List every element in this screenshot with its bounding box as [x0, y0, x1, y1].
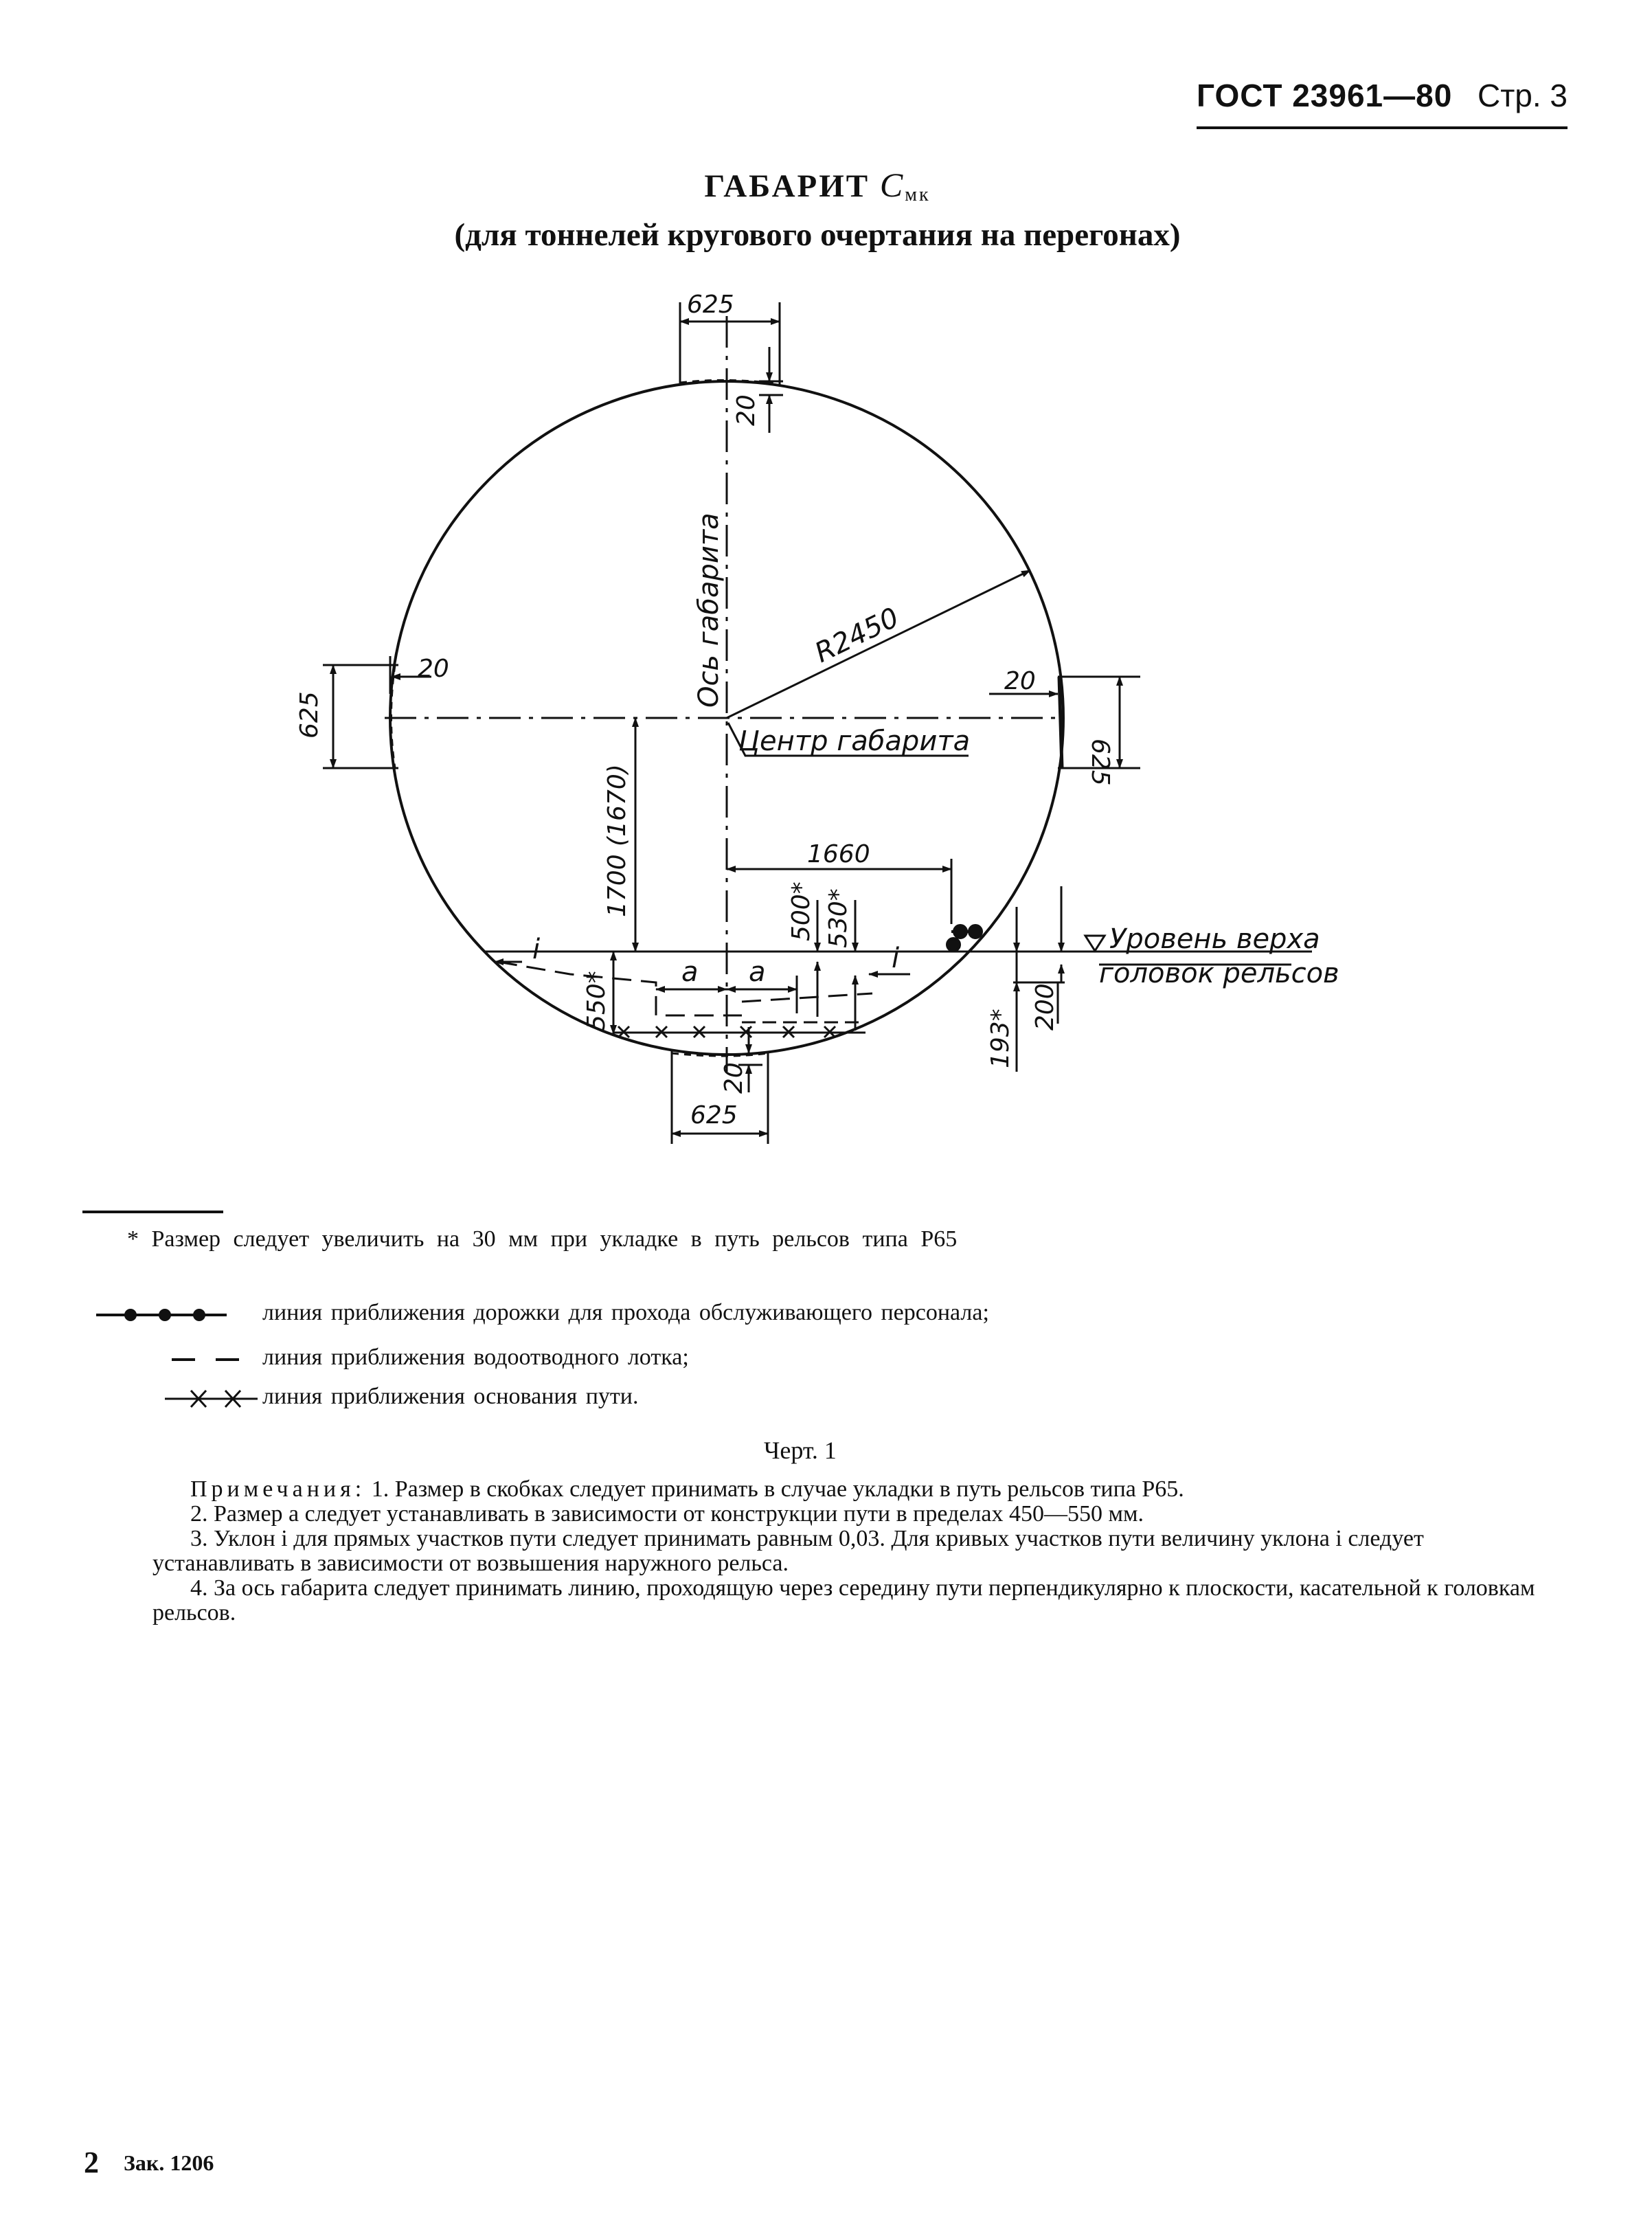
a-right-label: a: [749, 956, 766, 988]
left-offset-label: 20: [418, 655, 449, 683]
figure-caption: Черт. 1: [764, 1437, 837, 1464]
left-height-label: 625: [295, 691, 324, 739]
note-1: [152, 1477, 1568, 1502]
h550-label: 550*: [582, 971, 611, 1031]
bottom-offset-label: 20: [720, 1062, 748, 1094]
x-line-symbol: [89, 1382, 261, 1417]
height-label: 1700 (1670): [603, 764, 631, 917]
title-line-2: (для тоннелей кругового очертания на перегонах): [454, 217, 1181, 253]
title-prefix: ГАБАРИТ: [704, 168, 880, 204]
footnote: * Размер следует увеличить на 30 мм при укладке в путь рельсов типа Р65: [127, 1226, 958, 1252]
title-symbol-sub: мк: [905, 184, 931, 205]
page-label: Стр. 3: [1477, 78, 1568, 113]
note-4: 4. За ось габарита следует принимать линию, проходящую через середину пути перпендикулярно к плоскости, касательной к головкам рельсов.: [152, 1575, 1535, 1625]
notes: [152, 1477, 1568, 1625]
dot-line-symbol: [89, 1298, 261, 1333]
right-height-label: 625: [1086, 739, 1114, 786]
legend-walkway-text: линия приближения дорожки для прохода обслуживающего персонала;: [262, 1300, 989, 1325]
note-2: 2. Размер a следует устанавливать в зависимости от конструкции пути в пределах 450—550 мм.: [190, 1501, 1144, 1527]
notes-heading: Примечания:: [190, 1476, 366, 1502]
center-label: Центр габарита: [738, 725, 971, 757]
radius-line: [727, 570, 1030, 718]
legend-drainage-text: линия приближения водоотводного лотка;: [262, 1344, 689, 1370]
slope-left-label: i: [532, 934, 541, 965]
footnote-rule: [82, 1211, 223, 1213]
rail-level-label-2: головок рельсов: [1099, 958, 1339, 989]
h530-label: 530*: [824, 888, 852, 948]
rail-level-label-1: Уровень верха: [1109, 923, 1320, 955]
a-left-label: a: [681, 956, 699, 988]
bottom-width-label: 625: [690, 1101, 738, 1129]
h193-label: 193*: [986, 1009, 1015, 1068]
standard-number: ГОСТ 23961—80: [1197, 78, 1453, 113]
h200-label: 200: [1031, 983, 1059, 1031]
order-number: Зак. 1206: [124, 2150, 214, 2175]
radius-label: R2450: [810, 601, 904, 669]
h500-label: 500*: [787, 881, 815, 941]
walkway-label: 1660: [807, 840, 870, 868]
dash-line-symbol: [89, 1343, 261, 1377]
top-width-label: 625: [687, 291, 734, 319]
slope-right-label: i: [892, 943, 900, 974]
page-number: 2: [84, 2146, 99, 2179]
axis-label: Ось габарита: [693, 513, 725, 708]
top-offset-label: 20: [732, 394, 760, 426]
title-symbol: С: [879, 166, 905, 204]
note-3: 3. Уклон i для прямых участков пути следует принимать равным 0,03. Для кривых участков пути величину уклона i следует устанавливать в зависимости от возвышения наружного рельса.: [152, 1526, 1424, 1576]
note-1-text: 1. Размер в скобках следует принимать в случае укладки в путь рельсов типа Р65.: [371, 1476, 1184, 1502]
right-offset-label: 20: [1004, 667, 1036, 695]
legend-base-text: линия приближения основания пути.: [262, 1384, 639, 1409]
